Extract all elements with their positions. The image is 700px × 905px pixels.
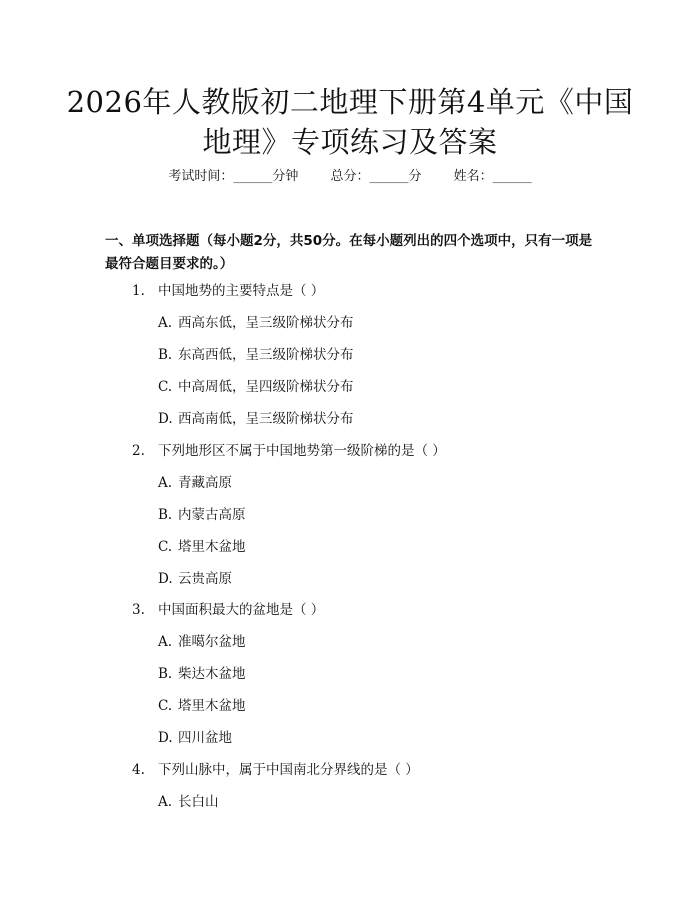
- total-score-blank: ______: [369, 169, 409, 184]
- option-3d: [158, 729, 232, 747]
- question-text: 中国地势的主要特点是（ ）: [158, 283, 325, 299]
- option-2b: [158, 506, 246, 524]
- student-name: [454, 168, 532, 186]
- exam-time: [168, 168, 298, 186]
- exam-time-unit: 分钟: [272, 169, 299, 184]
- question-number: 2.: [132, 443, 145, 459]
- option-letter: A.: [158, 634, 173, 650]
- question-number: 4.: [132, 762, 145, 778]
- option-letter: A.: [158, 315, 173, 331]
- exam-time-blank: ______: [233, 169, 273, 184]
- total-score: [330, 168, 421, 186]
- question-text: 下列地形区不属于中国地势第一级阶梯的是（ ）: [158, 443, 446, 459]
- section-heading: 一、单项选择题（每小题2分，共50分。在每小题列出的四个选项中，只有一项是最符合题目要求的。）: [105, 233, 593, 272]
- question-text: 下列山脉中，属于中国南北分界线的是（ ）: [158, 762, 419, 778]
- option-text: 准噶尔盆地: [178, 634, 246, 650]
- option-text: 柴达木盆地: [178, 666, 246, 682]
- option-letter: A.: [158, 475, 173, 491]
- option-text: 塔里木盆地: [178, 539, 246, 555]
- option-letter: A.: [158, 794, 173, 810]
- option-text: 西高东低，呈三级阶梯状分布: [178, 315, 354, 331]
- option-1d: [158, 410, 354, 428]
- question-3: [132, 601, 324, 619]
- option-text: 东高西低，呈三级阶梯状分布: [178, 347, 354, 363]
- option-2a: [158, 474, 232, 492]
- question-4: [132, 761, 419, 779]
- option-text: 中高周低，呈四级阶梯状分布: [178, 379, 354, 395]
- option-4a: [158, 793, 219, 811]
- question-2: [132, 442, 446, 460]
- option-letter: B.: [158, 507, 173, 523]
- option-2c: [158, 538, 246, 556]
- total-score-label: 总分：: [330, 169, 370, 184]
- option-letter: C.: [158, 379, 173, 395]
- option-letter: B.: [158, 666, 173, 682]
- option-2d: [158, 570, 232, 588]
- option-text: 长白山: [178, 794, 219, 810]
- option-3b: [158, 665, 246, 683]
- option-letter: C.: [158, 539, 173, 555]
- student-name-label: 姓名：: [453, 169, 493, 184]
- option-1a: [158, 314, 354, 332]
- exam-meta: [0, 168, 700, 186]
- option-text: 塔里木盆地: [178, 698, 246, 714]
- option-3a: [158, 633, 246, 651]
- option-text: 四川盆地: [178, 730, 232, 746]
- option-text: 内蒙古高原: [178, 507, 246, 523]
- option-letter: D.: [158, 571, 173, 587]
- option-letter: B.: [158, 347, 173, 363]
- question-number: 3.: [132, 602, 145, 618]
- question-1: [132, 282, 324, 300]
- option-text: 西高南低，呈三级阶梯状分布: [178, 411, 354, 427]
- title-line-2: 地理》专项练习及答案: [202, 125, 498, 159]
- question-text: 中国面积最大的盆地是（ ）: [158, 602, 325, 618]
- option-1c: [158, 378, 354, 396]
- page-title: [0, 82, 700, 162]
- question-number: 1.: [132, 283, 145, 299]
- option-3c: [158, 697, 246, 715]
- exam-time-label: 考试时间：: [168, 169, 234, 184]
- title-line-1: 2026年人教版初二地理下册第4单元《中国: [66, 85, 634, 119]
- student-name-blank: ______: [492, 169, 532, 184]
- option-text: 青藏高原: [178, 475, 232, 491]
- option-letter: D.: [158, 730, 173, 746]
- total-score-unit: 分: [408, 169, 422, 184]
- option-1b: [158, 346, 354, 364]
- option-text: 云贵高原: [178, 571, 232, 587]
- option-letter: C.: [158, 698, 173, 714]
- option-letter: D.: [158, 411, 173, 427]
